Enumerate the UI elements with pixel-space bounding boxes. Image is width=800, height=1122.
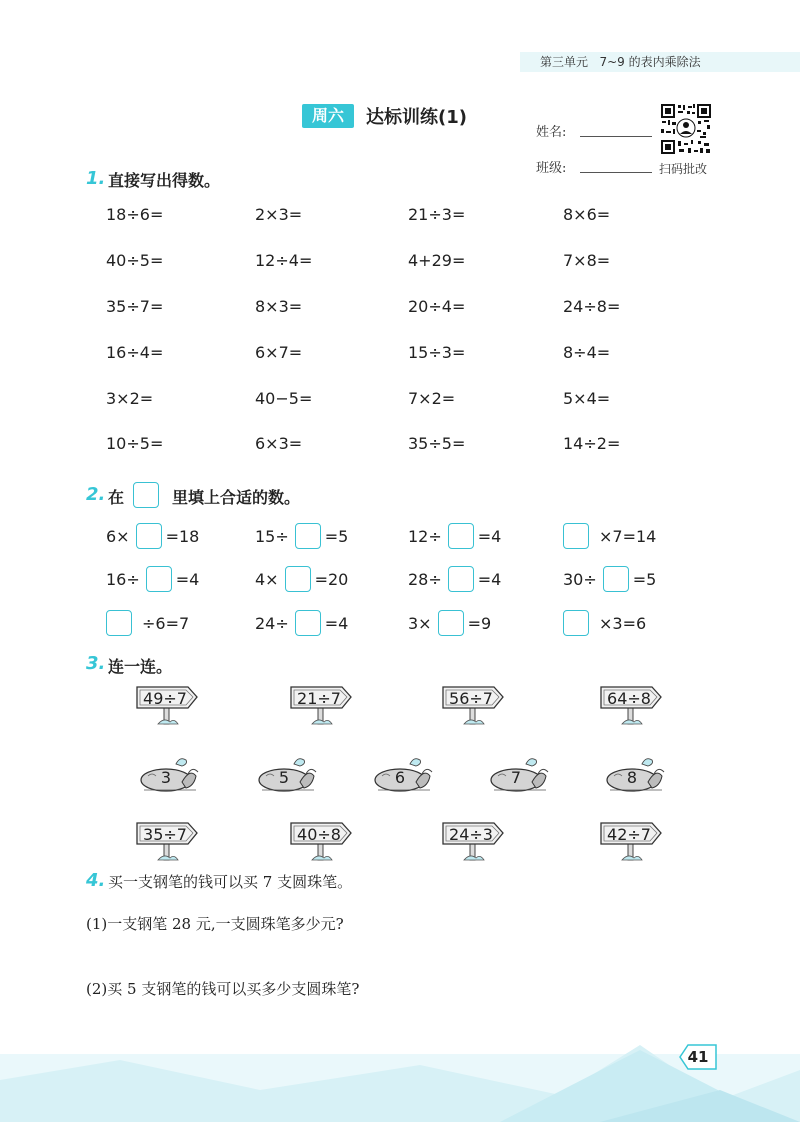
class-label: 班级:	[536, 161, 567, 176]
answer-box[interactable]	[295, 610, 321, 636]
answer-box[interactable]	[146, 566, 172, 592]
section-2-title-post: 里填上合适的数。	[172, 488, 301, 507]
mental-math-item: 12÷4=	[255, 251, 313, 270]
name-label: 姓名:	[536, 125, 567, 140]
mental-math-item: 3×2=	[106, 389, 154, 408]
qr-caption: 扫码批改	[659, 162, 708, 176]
fill-in-suffix: =9	[467, 613, 492, 633]
mental-math-item: 7×2=	[408, 389, 456, 408]
fill-in-item	[106, 566, 199, 592]
mental-math-item: 10÷5=	[106, 434, 164, 453]
mental-math-item: 24÷8=	[563, 297, 621, 316]
fill-in-suffix: =4	[324, 613, 349, 633]
question-4-1: (1)一支钢笔 28 元,一支圆珠笔多少元?	[86, 915, 344, 933]
signpost-label: 49÷7	[143, 689, 187, 708]
mental-math-item: 4+29=	[408, 251, 466, 270]
fill-in-item	[563, 610, 646, 636]
answer-box[interactable]	[603, 566, 629, 592]
fill-in-prefix: 24÷	[255, 613, 289, 633]
section-3-title: 连一连。	[108, 657, 173, 676]
mental-math-item: 14÷2=	[563, 434, 621, 453]
mental-math-item: 35÷7=	[106, 297, 164, 316]
answer-box[interactable]	[295, 523, 321, 549]
fill-in-item	[563, 566, 656, 592]
mental-math-item: 6×3=	[255, 434, 303, 453]
answer-box[interactable]	[285, 566, 311, 592]
stone-number: 7	[510, 768, 522, 787]
page-number: 41	[687, 1048, 709, 1066]
sample-answer-box	[133, 482, 159, 508]
fill-in-prefix: 15÷	[255, 526, 289, 546]
answer-box[interactable]	[448, 523, 474, 549]
mental-math-item: 2×3=	[255, 205, 303, 224]
mental-math-item: 6×7=	[255, 343, 303, 362]
signpost-label: 42÷7	[607, 825, 651, 844]
fill-in-item	[255, 566, 348, 592]
fill-in-suffix: =20	[314, 569, 349, 589]
stone-number: 8	[626, 768, 638, 787]
signpost-label: 21÷7	[297, 689, 341, 708]
page-title: 达标训练(1)	[366, 107, 467, 128]
section-4-number: 4.	[86, 870, 106, 891]
mental-math-item: 5×4=	[563, 389, 611, 408]
fill-in-prefix: 6×	[106, 526, 130, 546]
fill-in-item	[408, 610, 491, 636]
fill-in-suffix: ×3=6	[599, 613, 647, 633]
answer-box[interactable]	[448, 566, 474, 592]
answer-box[interactable]	[563, 523, 589, 549]
mental-math-item: 20÷4=	[408, 297, 466, 316]
section-2-title-pre: 在	[108, 488, 125, 507]
fill-in-suffix: =5	[324, 526, 349, 546]
signpost-label: 35÷7	[143, 825, 187, 844]
signpost-label: 40÷8	[297, 825, 341, 844]
mental-math-item: 18÷6=	[106, 205, 164, 224]
stone-number: 5	[278, 768, 290, 787]
day-tag: 周六	[302, 104, 354, 128]
answer-box[interactable]	[438, 610, 464, 636]
mental-math-item: 35÷5=	[408, 434, 466, 453]
fill-in-item	[106, 523, 199, 549]
signpost-label: 56÷7	[449, 689, 493, 708]
fill-in-prefix: 16÷	[106, 569, 140, 589]
mental-math-item: 8÷4=	[563, 343, 611, 362]
answer-box[interactable]	[106, 610, 132, 636]
section-2-number: 2.	[86, 484, 106, 505]
unit-label: 第三单元	[540, 55, 589, 69]
fill-in-item	[255, 523, 348, 549]
mental-math-item: 40÷5=	[106, 251, 164, 270]
fill-in-item	[106, 610, 189, 636]
fill-in-item	[408, 523, 501, 549]
fill-in-suffix: =18	[165, 526, 200, 546]
stone-number: 3	[160, 768, 172, 787]
fill-in-prefix: 28÷	[408, 569, 442, 589]
fill-in-suffix: =5	[632, 569, 657, 589]
fill-in-suffix: =4	[477, 526, 502, 546]
fill-in-suffix: =4	[175, 569, 200, 589]
section-3-number: 3.	[86, 653, 106, 674]
section-4-title: 买一支钢笔的钱可以买 7 支圆珠笔。	[108, 873, 353, 891]
mental-math-item: 7×8=	[563, 251, 611, 270]
fill-in-suffix: ×7=14	[599, 526, 657, 546]
name-field[interactable]	[580, 136, 652, 137]
fill-in-prefix: 4×	[255, 569, 279, 589]
fill-in-suffix: =4	[477, 569, 502, 589]
fill-in-prefix: 12÷	[408, 526, 442, 546]
fill-in-suffix: ÷6=7	[142, 613, 190, 633]
fill-in-item	[255, 610, 348, 636]
unit-topic: 7~9 的表内乘除法	[599, 55, 701, 69]
mental-math-item: 21÷3=	[408, 205, 466, 224]
section-1-title: 直接写出得数。	[108, 171, 221, 190]
mental-math-item: 8×3=	[255, 297, 303, 316]
stone-number: 6	[394, 768, 406, 787]
fill-in-item	[563, 523, 656, 549]
answer-box[interactable]	[563, 610, 589, 636]
answer-box[interactable]	[136, 523, 162, 549]
fill-in-prefix: 3×	[408, 613, 432, 633]
mental-math-item: 16÷4=	[106, 343, 164, 362]
fill-in-item	[408, 566, 501, 592]
signpost-label: 24÷3	[449, 825, 493, 844]
mental-math-item: 15÷3=	[408, 343, 466, 362]
question-4-2: (2)买 5 支钢笔的钱可以买多少支圆珠笔?	[86, 980, 360, 998]
signpost-label: 64÷8	[607, 689, 651, 708]
qr-code-icon[interactable]	[660, 103, 712, 155]
unit-header	[540, 53, 701, 70]
mental-math-item: 8×6=	[563, 205, 611, 224]
section-1-number: 1.	[86, 168, 106, 189]
class-field[interactable]	[580, 172, 652, 173]
mental-math-item: 40−5=	[255, 389, 313, 408]
fill-in-prefix: 30÷	[563, 569, 597, 589]
